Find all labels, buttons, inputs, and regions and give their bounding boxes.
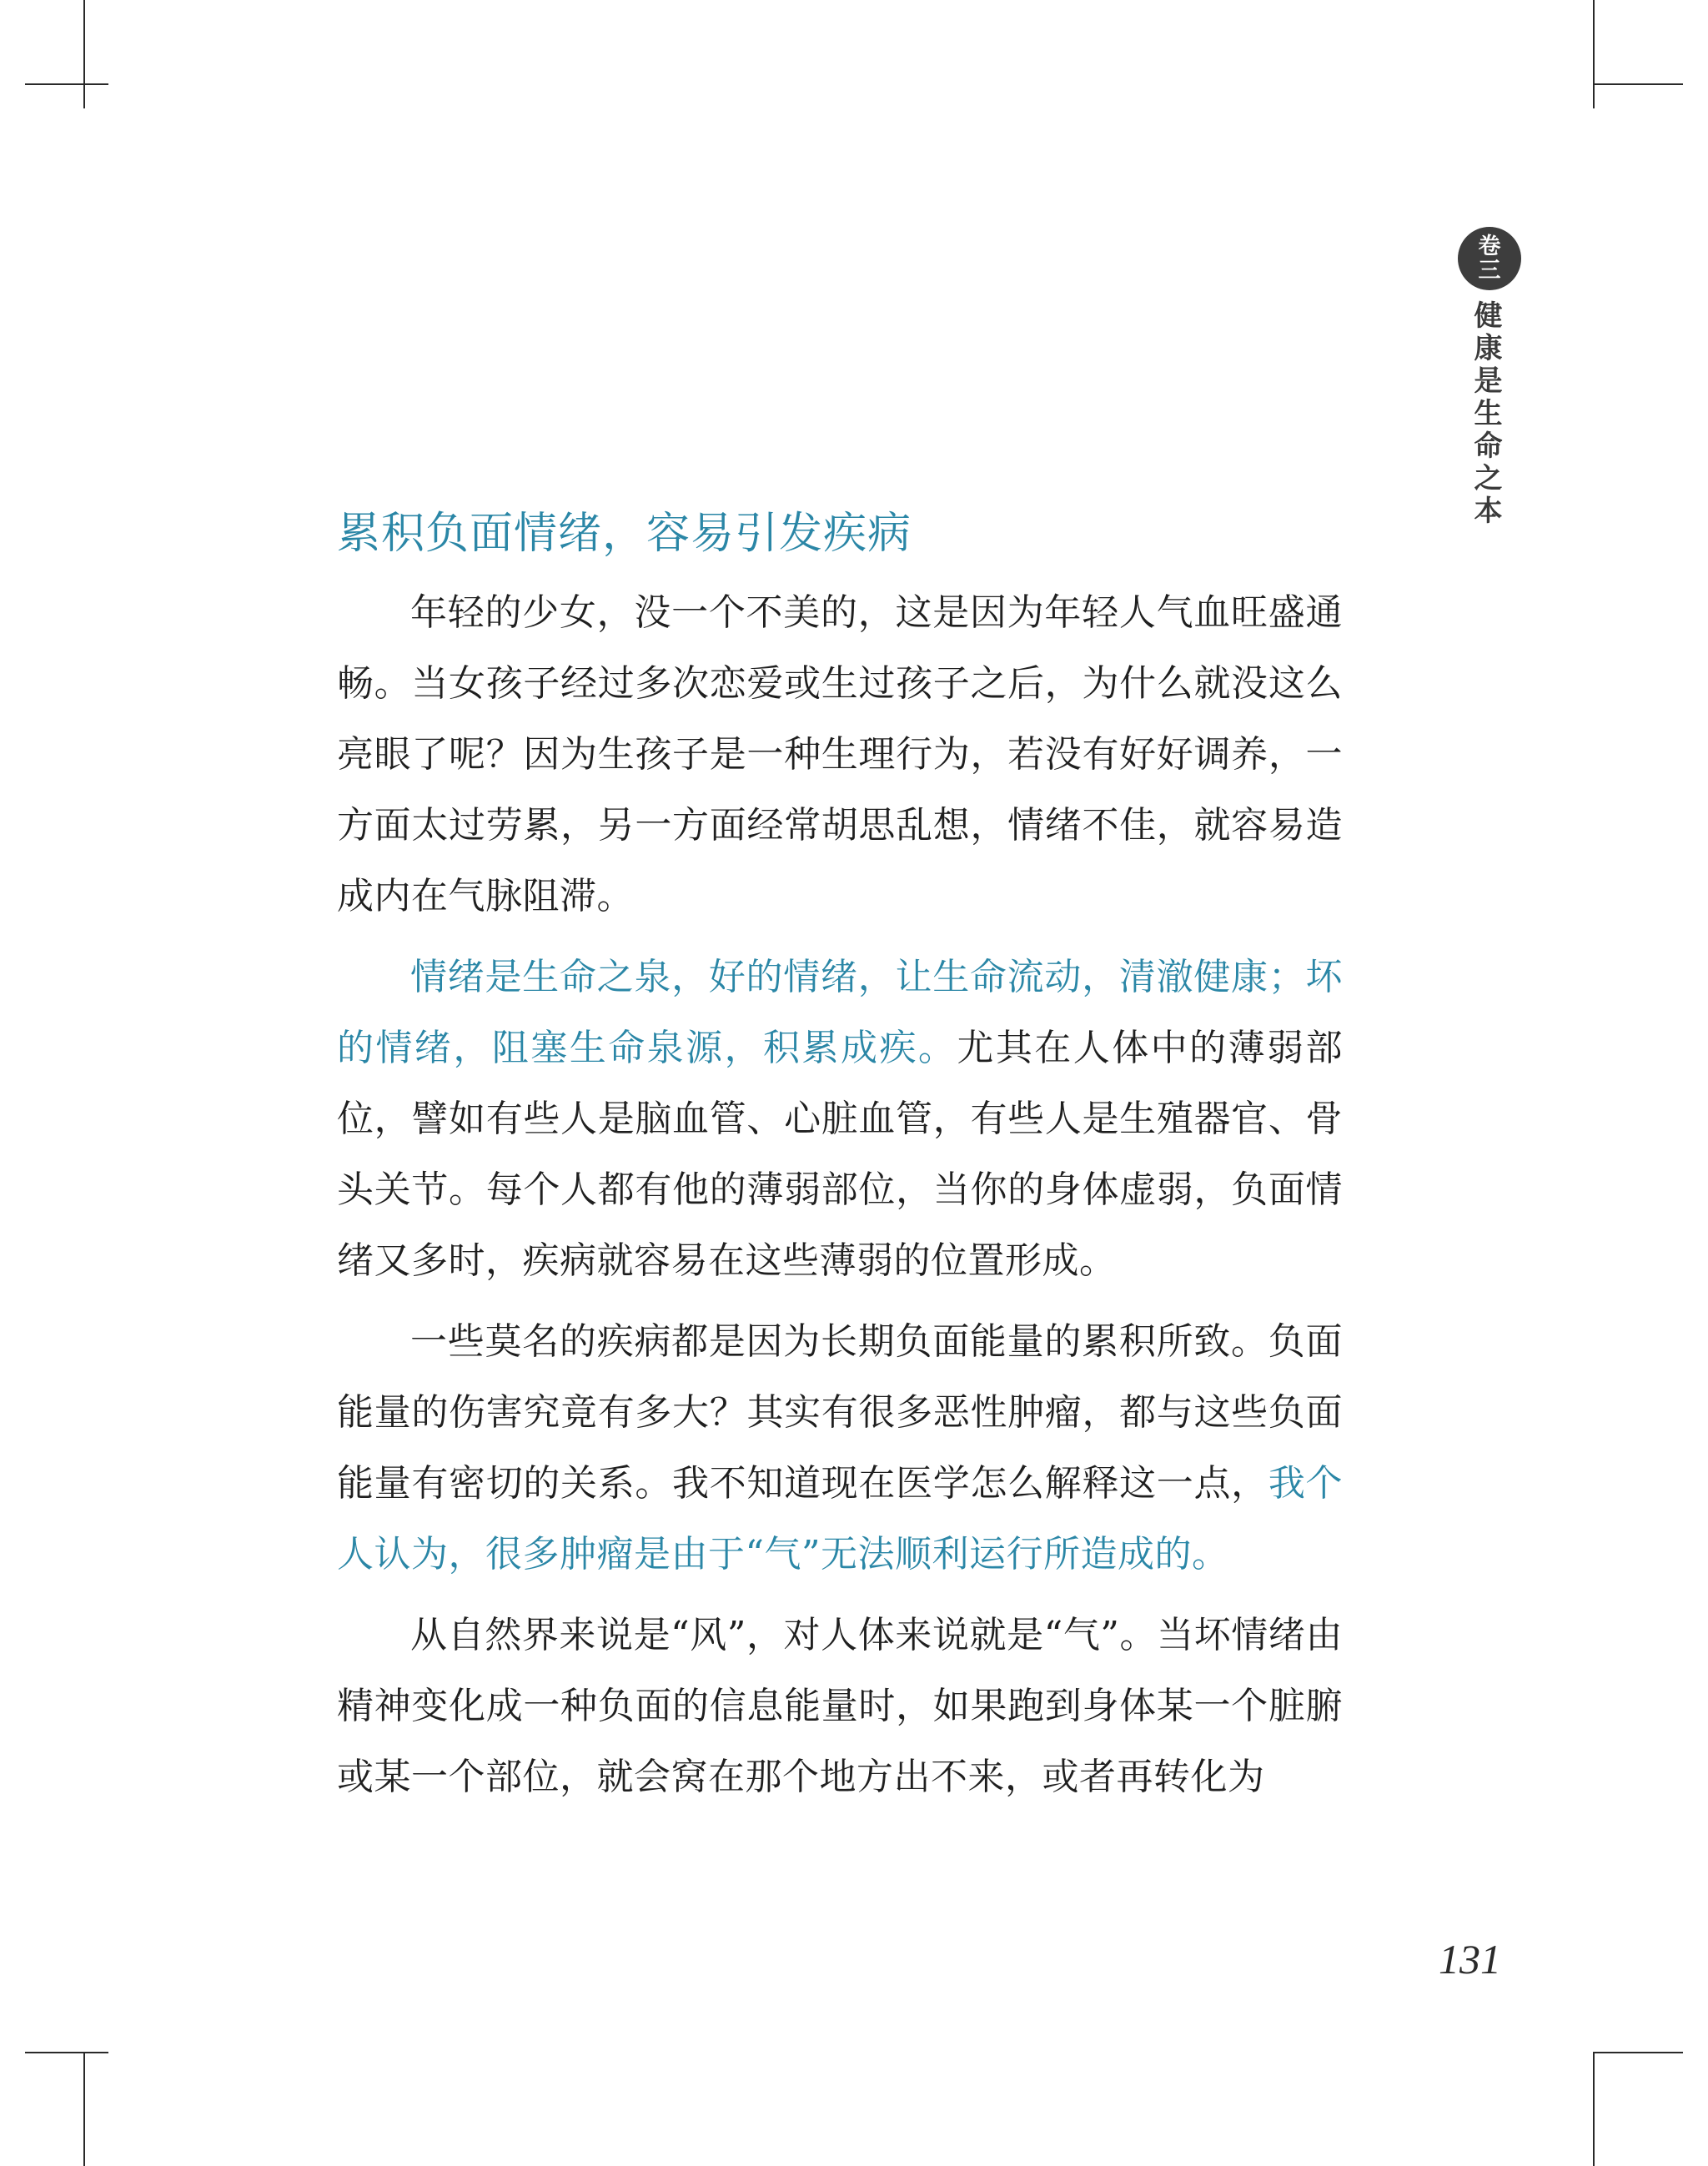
paragraph-3-text: 一些莫名的疾病都是因为长期负面能量的累积所致。负面能量的伤害究竟有多大？其实有很多恶性肿瘤，都与这些负面能量有密切的关系。我不知道现在医学怎么解释这一点， xyxy=(337,1320,1343,1505)
volume-badge-line2: 三 xyxy=(1478,258,1501,284)
crop-mark xyxy=(25,83,108,85)
volume-badge-line1: 卷 xyxy=(1478,234,1501,259)
crop-mark xyxy=(25,2052,108,2053)
paragraph-3 xyxy=(337,1306,1343,1590)
crop-mark xyxy=(1593,83,1683,85)
volume-badge xyxy=(1458,227,1521,290)
paragraph-1 xyxy=(337,577,1343,932)
paragraph-1-text: 年轻的少女，没一个不美的，这是因为年轻人气血旺盛通畅。当女孩子经过多次恋爱或生过孩子之后，为什么就没这么亮眼了呢？因为生孩子是一种生理行为，若没有好好调养，一方面太过劳累，另一方面经常胡思乱想，情绪不佳，就容易造成内在气脉阻滞。 xyxy=(337,591,1343,917)
crop-mark xyxy=(1593,2052,1683,2053)
page-number: 131 xyxy=(1439,1936,1501,1983)
section-heading: 累积负面情绪，容易引发疾病 xyxy=(337,509,912,559)
section-side-title: 健康是生命之本 xyxy=(1469,300,1502,528)
crop-mark xyxy=(83,2052,85,2166)
paragraph-2-text: 尤其在人体中的薄弱部位，譬如有些人是脑血管、心脏血管，有些人是生殖器官、骨头关节。每个人都有他的薄弱部位，当你的身体虚弱，负面情绪又多时，疾病就容易在这些薄弱的位置形成。 xyxy=(337,1027,1343,1282)
crop-mark xyxy=(83,0,85,108)
crop-mark xyxy=(1593,2052,1595,2166)
page-content xyxy=(337,504,1343,1822)
crop-mark xyxy=(1593,0,1595,108)
paragraph-2-highlight: 情绪是生命之泉，好的情绪，让生命流动，清澈健康；坏的情绪，阻塞生命泉源，积累成疾。 xyxy=(337,956,1343,1069)
paragraph-3-highlight: 我个人认为，很多肿瘤是由于“气”无法顺利运行所造成的。 xyxy=(337,1462,1344,1576)
paragraph-4 xyxy=(337,1600,1343,1812)
paragraph-4-text: 从自然界来说是“风”，对人体来说就是“气”。当坏情绪由精神变化成一种负面的信息能量时，如果跑到身体某一个脏腑或某一个部位，就会窝在那个地方出不来，或者再转化为 xyxy=(337,1614,1343,1798)
paragraph-2 xyxy=(337,942,1343,1296)
